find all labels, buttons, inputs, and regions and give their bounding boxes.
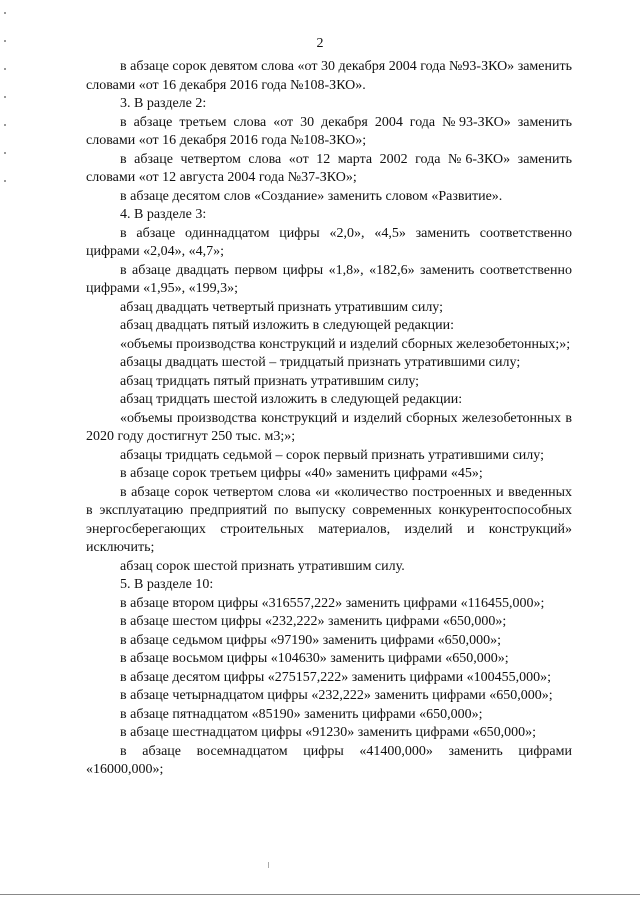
paragraph: в абзаце пятнадцатом «85190» заменить цифрами «650,000»; (120, 706, 483, 722)
paragraph: в абзаце третьем слова «от 30 декабря 2004 года №93-ЗКО» заменить словами «от 16 декабря 2016 года №108-ЗКО»; (86, 114, 572, 148)
paragraph: в абзаце восемнадцатом цифры «41400,000» заменить цифрами «16000,000»; (86, 743, 572, 777)
scan-speck (4, 124, 6, 126)
scan-speck (4, 96, 6, 98)
paragraph: абзац двадцать пятый изложить в следующей редакции: (120, 318, 455, 333)
paragraph: «объемы производства конструкций и изделий сборных железобетонных;»; (120, 336, 571, 352)
paragraph: в абзаце шестом цифры «232,222» заменить цифрами «650,000»; (120, 614, 507, 629)
paragraph: в абзаце двадцать первом цифры «1,8», «182,6» заменить соответственно цифрами «1,95», «199,3»; (86, 262, 572, 296)
section-heading: 5. В разделе 10: (120, 577, 214, 592)
scan-speck (4, 152, 6, 154)
paragraph: абзац тридцать шестой изложить в следующей редакции: (120, 392, 463, 407)
scan-speck (4, 12, 6, 14)
paragraph: «объемы производства конструкций и изделий сборных железобетонных в 2020 году достигнут 250 тыс. м3;»; (86, 410, 572, 444)
paragraph: в абзаце четвертом слова «от 12 марта 2002 года №6-ЗКО» заменить словами «от 12 августа 2004 года №37-ЗКО»; (86, 151, 572, 185)
section-heading: 3. В разделе 2: (120, 96, 207, 111)
document-body (86, 58, 572, 780)
paragraph: абзац тридцать пятый признать утратившим силу; (120, 373, 420, 389)
scan-margin-specks (4, 0, 8, 220)
scan-mark (268, 862, 269, 868)
scan-speck (4, 180, 6, 182)
bottom-edge-line (0, 894, 640, 895)
paragraph: в абзаце десятом слов «Создание» заменить словом «Развитие». (120, 188, 503, 204)
paragraph: в абзаце втором цифры «316557,222» заменить цифрами «116455,000»; (120, 595, 545, 611)
scan-speck (4, 68, 6, 70)
paragraph: в абзаце седьмом цифры «97190» заменить цифрами «650,000»; (120, 632, 502, 648)
paragraph: в абзаце сорок третьем цифры «40» заменить цифрами «45»; (120, 466, 483, 481)
paragraph: в абзаце шестнадцатом цифры «91230» заменить цифрами «650,000»; (120, 725, 537, 740)
paragraph: в абзаце одиннадцатом цифры «2,0», «4,5» заменить соответственно цифрами «2,04», «4,7»; (86, 225, 572, 259)
page-number: 2 (316, 36, 324, 51)
paragraph: в абзаце восьмом цифры «104630» заменить цифрами «650,000»; (120, 651, 509, 666)
paragraph: в абзаце сорок девятом слова «от 30 декабря 2004 года №93-ЗКО» заменить словами «от 16 декабря 2016 года №108-ЗКО». (86, 59, 572, 93)
paragraph: абзацы тридцать седьмой – сорок первый признать утратившими силу; (120, 447, 544, 463)
paragraph: абзац двадцать четвертый признать утратившим силу; (120, 299, 444, 315)
paragraph: абзац сорок шестой признать утратившим силу. (120, 558, 405, 574)
paragraph: абзацы двадцать шестой – тридцатый признать утратившими силу; (120, 355, 521, 370)
section-heading: 4. В разделе 3: (120, 207, 207, 222)
paragraph: в абзаце сорок четвертом слова «и «количество построенных и введенных в эксплуатацию предприятий по выпуску современных конкурентоспособных энергосберегающих строительных материалов, изделий и конструкций» исключить; (86, 484, 572, 555)
paragraph: в абзаце четырнадцатом цифры «232,222» заменить цифрами «650,000»; (120, 688, 553, 703)
paragraph: в абзаце десятом цифры «275157,222» заменить цифрами «100455,000»; (120, 669, 552, 685)
